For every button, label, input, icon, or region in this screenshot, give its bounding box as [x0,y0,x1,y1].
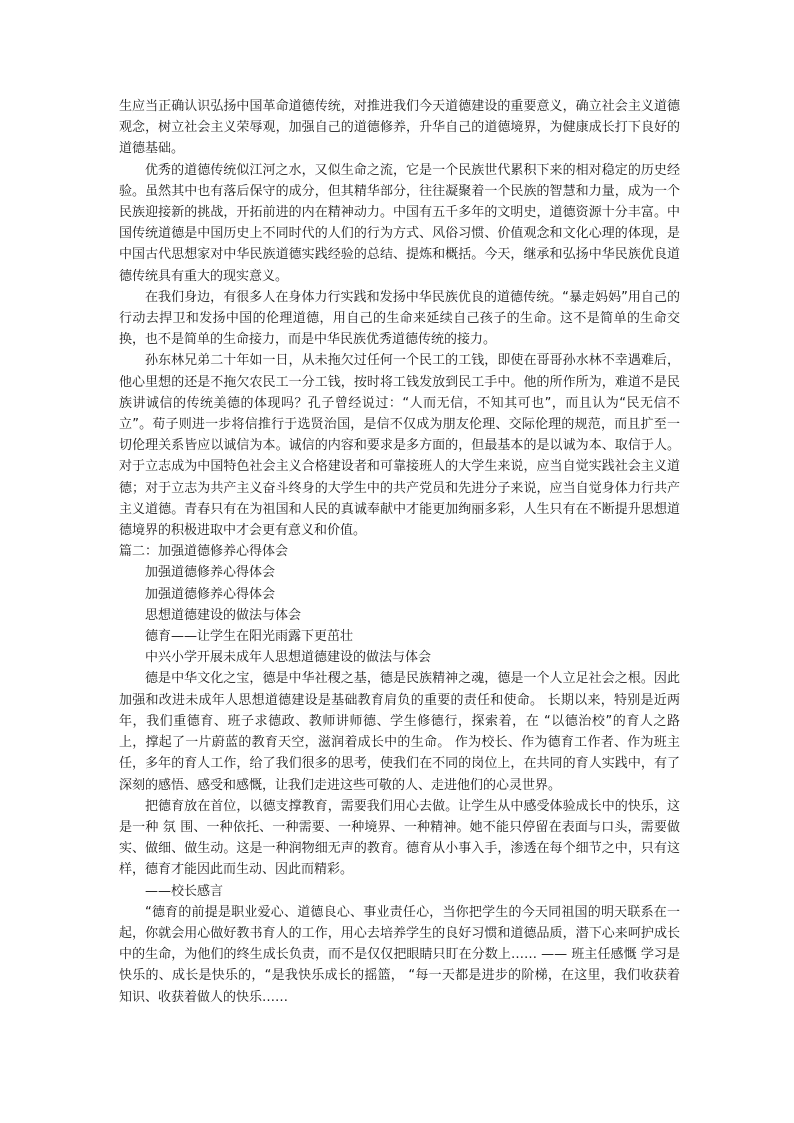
subtitle-2: 加强道德修养心得体会 [145,586,276,602]
document-page [119,96,680,1008]
subtitle-3: 思想道德建设的做法与体会 [145,607,302,623]
paragraph-teacher-quote: “德育的前提是职业爱心、道德良心、事业责任心，当你把学生的今天同祖国的明天联系在一起，你就会用心做好教书育人的工作，用心去培养学生的良好习惯和道德品质，潜下心来呵护成长中的生命，为他们的终生成长负责，而不是仅仅把眼睛只盯在分数上…… —— 班主任感慨 学习是快乐的、成长是快乐的，“是我快乐成长的摇篮， “每一天都是进步的阶梯，在这里，我们收获着知识、收获着做人的快乐…… [119,904,680,1005]
paragraph-continuation: 生应当正确认识弘扬中国革命道德传统，对推进我们今天道德建设的重要意义，确立社会主义道德观念，树立社会主义荣辱观，加强自己的道德修养，升华自己的道德境界，为健康成长打下良好的道德基础。 [119,99,680,157]
subtitle-5: 中兴小学开展未成年人思想道德建设的做法与体会 [145,650,432,666]
subtitle-4: 德育——让学生在阳光雨露下更茁壮 [145,629,354,645]
paragraph-sun-brothers: 孙东林兄弟二十年如一日，从未拖欠过任何一个民工的工钱，即使在哥哥孙水林不幸遇难后，他心里想的还是不拖欠农民工一分工钱，按时将工钱发放到民工手中。他的所作所为，难道不是民族讲诚信的传统美德的体现吗？孔子曾经说过：“人而无信，不知其可也”，而且认为“民无信不立”。荀子则进一步将信推行于选贤治国，是信不仅成为朋友伦理、交际伦理的规范，而且扩至一切伦理关系皆应以诚信为本。诚信的内容和要求是多方面的，但最基本的是以诚为本、取信于人。对于立志成为中国特色社会主义合格建设者和可靠接班人的大学生来说，应当自觉实践社会主义道德；对于立志为共产主义奋斗终身的大学生中的共产党员和先进分子来说，应当自觉身体力行共产主义道德。青春只有在为祖国和人民的真诚奉献中才能更加绚丽多彩，人生只有在不断提升思想道德境界的积极进取中才会更有意义和价值。 [119,353,680,539]
paragraph-tradition: 优秀的道德传统似江河之水，又似生命之流，它是一个民族世代累积下来的相对稳定的历史经验。虽然其中也有落后保守的成分，但其精华部分，往往凝聚着一个民族的智慧和力量，成为一个民族迎接新的挑战，开拓前进的内在精神动力。中国有五千多年的文明史，道德资源十分丰富。中国传统道德是中国历史上不同时代的人们的行为方式、风俗习惯、价值观念和文化心理的体现，是中国古代思想家对中华民族道德实践经验的总结、提炼和概括。今天，继承和弘扬中华民族优良道德传统具有重大的现实意义。 [119,162,680,284]
paragraph-moral-education: 把德育放在首位，以德支撑教育，需要我们用心去做。让学生从中感受体验成长中的快乐，这是一种 氛 围、一种依托、一种需要、一种境界、一种精神。她不能只停留在表面与口头，需要做实、做细、做生动。这是一种润物细无声的教育。德育从小事入手，渗透在每个细节之中，只有这样，德育才能因此而生动、因此而精彩。 [119,798,680,878]
subtitle-1: 加强道德修养心得体会 [145,565,276,581]
paragraph-virtue: 德是中华文化之宝，德是中华社稷之基，德是民族精神之魂，德是一个人立足社会之根。因此加强和改进未成年人思想道德建设是基础教育肩负的重要的责任和使命。 长期以来，特别是近两年，我们重德育、班子求德政、教师讲师德、学生修德行，探索着，在 “以德治校”的育人之路上，撑起了一片蔚蓝的教育天空，滋润着成长中的生命。 作为校长、作为德育工作者、作为班主任，多年的育人工作，给了我们很多的思考，使我们在不同的岗位上，在共同的育人实践中，有了深刻的感悟、感受和感慨，让我们走进这些可敬的人、走进他们的心灵世界。 [119,671,680,793]
principal-signature: ——校长感言 [145,883,224,899]
section-heading: 篇二：加强道德修养心得体会 [119,544,289,560]
paragraph-baozou-mama: 在我们身边，有很多人在身体力行实践和发扬中华民族优良的道德传统。“暴走妈妈”用自己的行动去捍卫和发扬中国的伦理道德，用自己的生命来延续自己孩子的生命。这不是简单的生命交换，也不是简单的生命接力，而是中华民族优秀道德传统的接力。 [119,289,680,348]
